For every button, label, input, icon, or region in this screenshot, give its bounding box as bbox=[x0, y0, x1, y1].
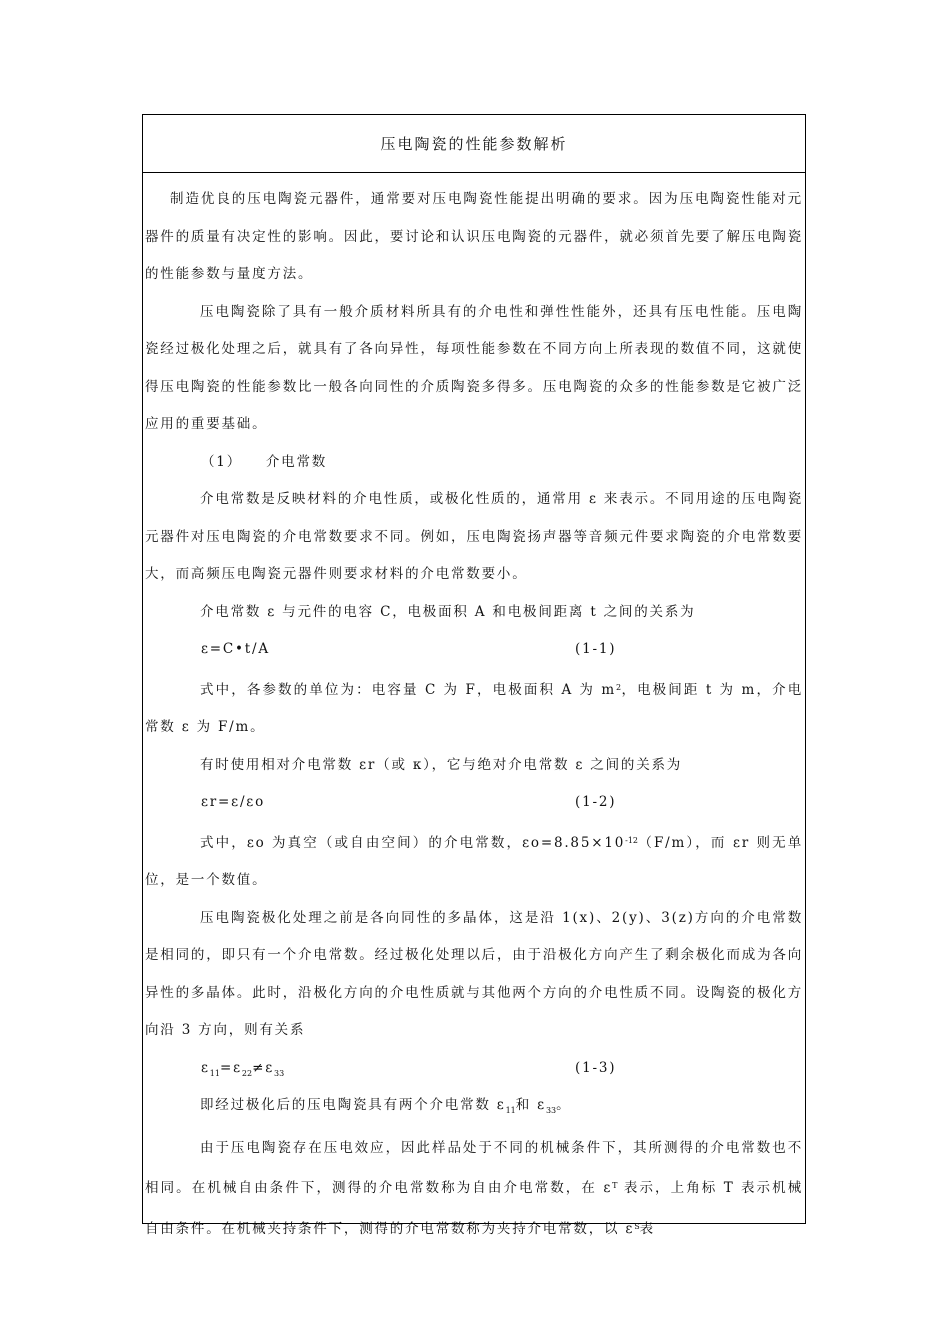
paragraph-relative-permittivity: 有时使用相对介电常数 εr（或 κ），它与绝对介电常数 ε 之间的关系为 bbox=[200, 756, 683, 773]
equation-label: (1-2) bbox=[575, 794, 617, 810]
eq3-not-equal: ≠ bbox=[252, 1059, 266, 1076]
two-constants-text-c: 。 bbox=[556, 1097, 572, 1113]
eq3-sub-2: 22 bbox=[241, 1068, 253, 1078]
document-body bbox=[143, 173, 805, 1248]
equation-formula: ε=C•t/A bbox=[201, 641, 270, 657]
equation-1-2 bbox=[145, 784, 803, 822]
eq3-sub-1: 11 bbox=[209, 1068, 220, 1078]
two-constants-sub-1: 11 bbox=[505, 1106, 516, 1115]
paragraph-dielectric-definition: 介电常数是反映材料的介电性质，或极化性质的，通常用 ε 来表示。不同用途的压电陶瓷元器件对压电陶瓷的介电常数要求不同。例如，压电陶瓷扬声器等音频元件要求陶瓷的介电常数要大，而高频压电陶瓷元器件则要求材料的介电常数要小。 bbox=[145, 491, 803, 582]
eq3-epsilon-3: ε bbox=[265, 1059, 275, 1076]
equation-formula: εr=ε/εo bbox=[201, 794, 266, 810]
mech-text-b: 表示，上角标 T 表示机械自由条件。在机械夹持条件下，测得的介电常数称为夹持介电常数，以 ε bbox=[145, 1180, 804, 1237]
eq3-equals: = bbox=[219, 1059, 234, 1076]
paragraph-intro: 制造优良的压电陶瓷元器件，通常要对压电陶瓷性能提出明确的要求。因为压电陶瓷性能对元器件的质量有决定性的影响。因此，要讨论和认识压电陶瓷的元器件，就必须首先要了解压电陶瓷的性能参数与量度方法。 bbox=[145, 191, 803, 282]
mech-text-c: 表 bbox=[639, 1220, 655, 1237]
section-heading-dielectric: （1） 介电常数 bbox=[201, 453, 328, 470]
paragraph-mechanical-conditions bbox=[145, 1130, 803, 1249]
document-title bbox=[143, 115, 805, 173]
paragraph-vacuum-permittivity bbox=[145, 822, 803, 900]
vacuum-text-a: 式中，εo 为真空（或自由空间）的介电常数，εo=8.85×10 bbox=[200, 834, 626, 851]
units-text-a: 式中，各参数的单位为：电容量 C 为 F，电极面积 A 为 m bbox=[200, 681, 617, 698]
paragraph-properties: 压电陶瓷除了具有一般介质材料所具有的介电性和弹性性能外，还具有压电性能。压电陶瓷经过极化处理之后，就具有了各向异性，每项性能参数在不同方向上所表现的数值不同，这就使得压电陶瓷的性能参数比一般各向同性的介质陶瓷多得多。压电陶瓷的众多的性能参数是它被广泛应用的重要基础。 bbox=[145, 303, 803, 432]
mech-superscript-t: T bbox=[612, 1181, 618, 1190]
two-constants-sub-2: 33 bbox=[545, 1106, 557, 1115]
paragraph-anisotropy: 压电陶瓷极化处理之前是各向同性的多晶体，这是沿 1(x)、2(y)、3(z)方向的介电常数是相同的，即只有一个介电常数。经过极化处理以后，由于沿极化方向产生了剩余极化而成为各向异性的多晶体。此时，沿极化方向的介电性质就与其他两个方向的介电性质不同。设陶瓷的极化方向沿 3 方向，则有关系 bbox=[145, 909, 803, 1038]
title-text: 压电陶瓷的性能参数解析 bbox=[380, 135, 568, 153]
vacuum-text-b: （F/m），而 εr 则无单位，是一个数值。 bbox=[145, 834, 803, 888]
mech-text-a: 由于压电陶瓷存在压电效应，因此样品处于不同的机械条件下，其所测得的介电常数也不相同。在机械自由条件下，测得的介电常数称为自由介电常数，在 ε bbox=[145, 1139, 803, 1196]
paragraph-capacitance-relation: 介电常数 ε 与元件的电容 C，电极面积 A 和电极间距离 t 之间的关系为 bbox=[200, 603, 696, 620]
paragraph-two-constants bbox=[145, 1087, 803, 1130]
two-constants-text-b: 和 ε bbox=[515, 1097, 546, 1113]
eq3-sub-3: 33 bbox=[274, 1068, 285, 1078]
eq3-epsilon-2: ε bbox=[233, 1059, 242, 1076]
paragraph-units bbox=[145, 669, 803, 747]
vacuum-exponent: -12 bbox=[625, 835, 638, 845]
document-frame bbox=[142, 114, 806, 1237]
equation-label: (1-1) bbox=[575, 641, 617, 657]
equation-1-1 bbox=[145, 631, 803, 669]
eq3-epsilon-1: ε bbox=[201, 1059, 210, 1076]
equation-label: (1-3) bbox=[575, 1059, 617, 1076]
equation-1-3 bbox=[145, 1050, 803, 1088]
units-text-b: ，电极间距 t 为 m，介电常数 ε 为 F/m。 bbox=[145, 681, 803, 735]
mech-superscript-s: S bbox=[634, 1221, 640, 1231]
two-constants-text-a: 即经过极化后的压电陶瓷具有两个介电常数 ε bbox=[200, 1097, 506, 1113]
units-superscript: 2 bbox=[616, 682, 622, 692]
